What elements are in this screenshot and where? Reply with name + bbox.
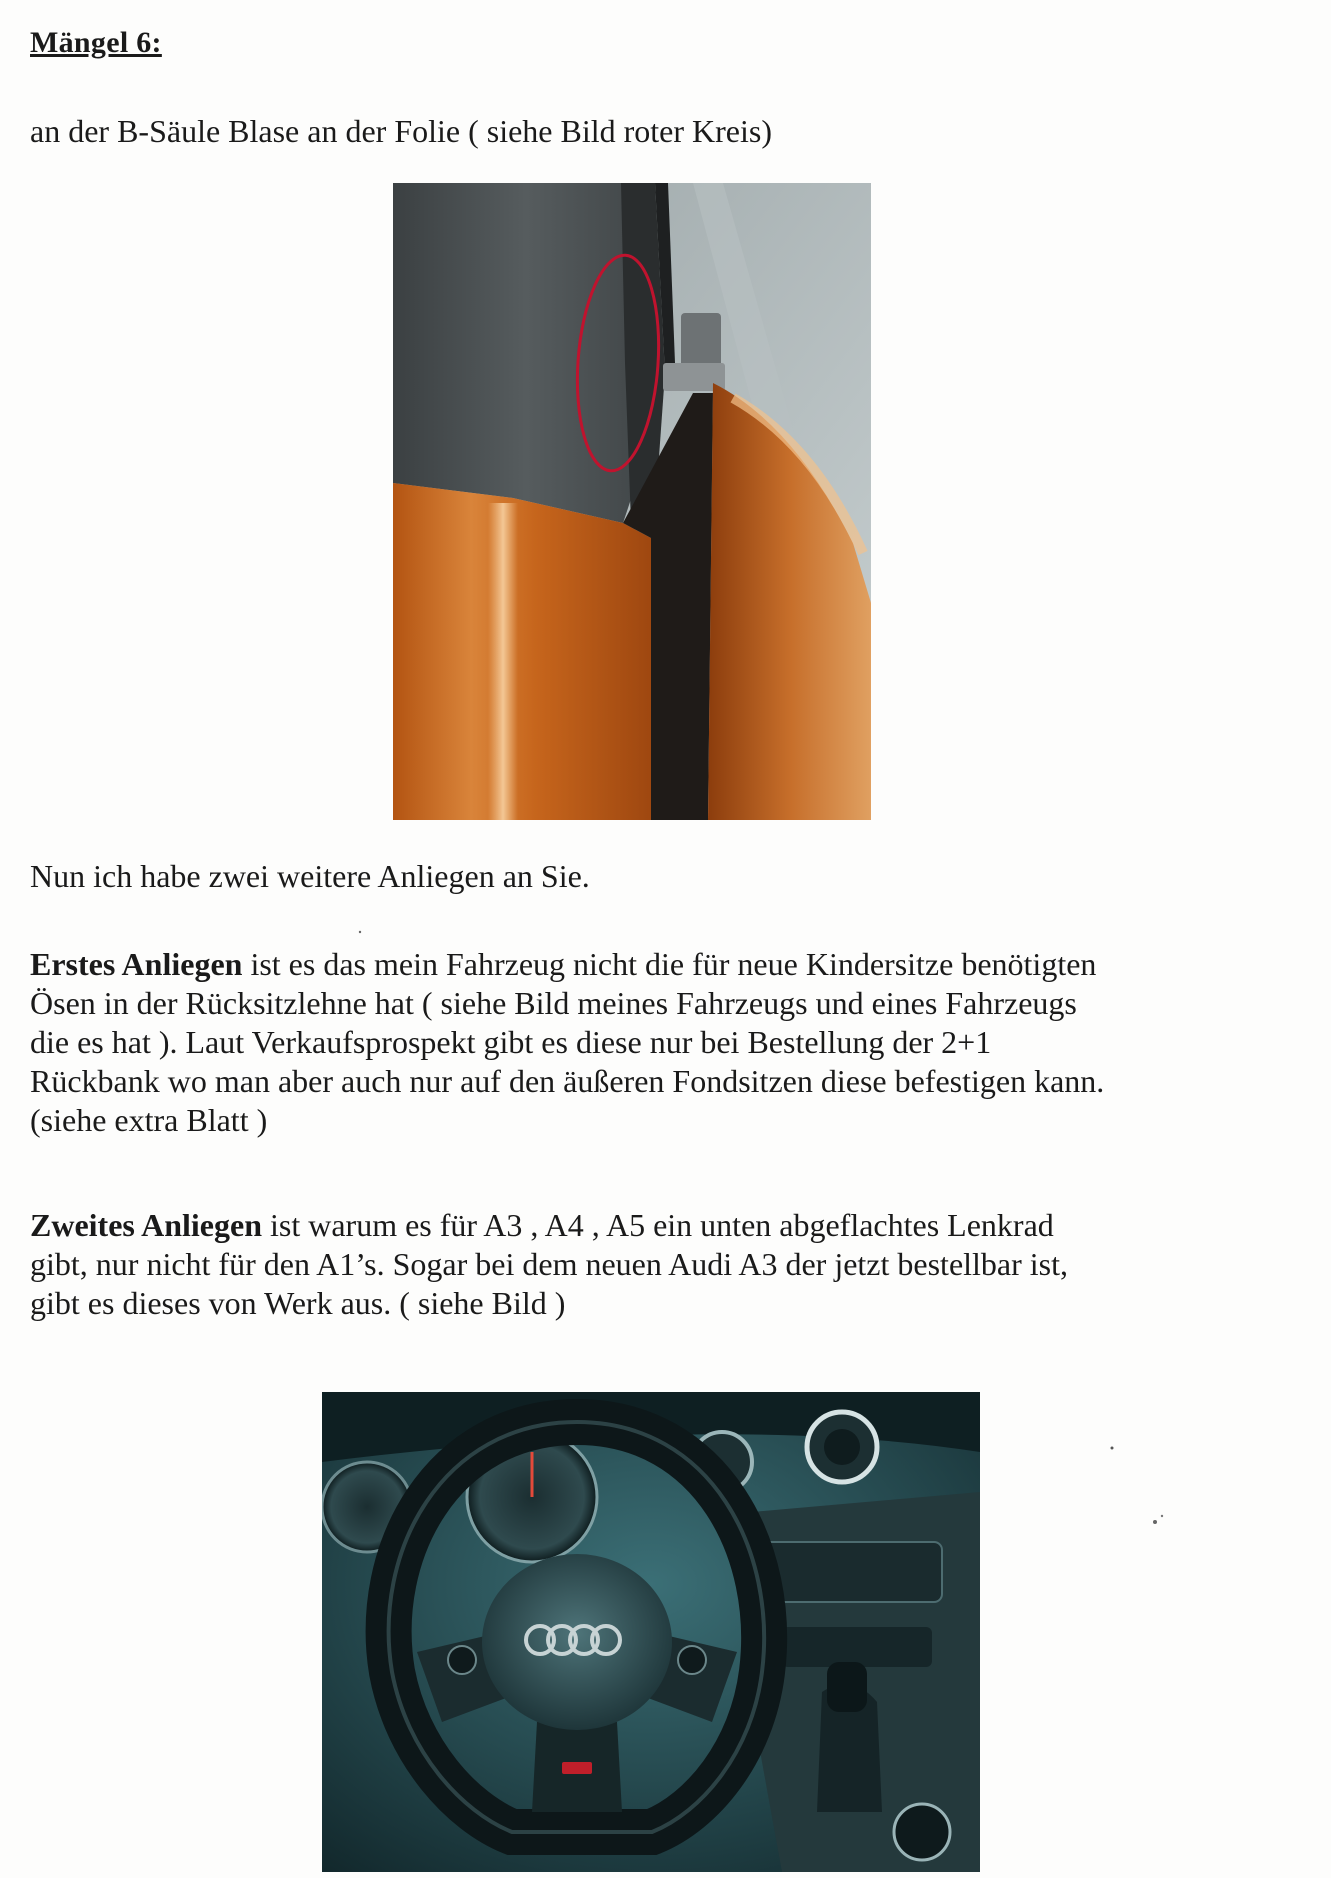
second-request-label: Zweites Anliegen [30,1207,262,1243]
second-request-paragraph [30,1206,1320,1323]
first-request-line-1: ist es das mein Fahrzeug nicht die für neue Kindersitze benötigten [242,946,1097,982]
first-request-label: Erstes Anliegen [30,946,243,982]
second-request-line-2: gibt, nur nicht für den A1’s. Sogar bei dem neuen Audi A3 der jetzt bestellbar ist, [30,1246,1069,1282]
steering-wheel-photo [322,1392,980,1872]
first-request-line-4: Rückbank wo man aber auch nur auf den äußeren Fondsitzen diese befestigen kann. [30,1063,1105,1099]
b-pillar-photo [393,183,871,820]
defect-description: an der B-Säule Blase an der Folie ( siehe Bild roter Kreis) [30,113,772,149]
first-request-line-3: die es hat ). Laut Verkaufsprospekt gibt es diese nur bei Bestellung der 2+1 [30,1024,992,1060]
page-heading: Mängel 6: [30,26,162,59]
first-request-paragraph [30,945,1320,1140]
second-request-line-1: ist warum es für A3 , A4 , A5 ein unten abgeflachtes Lenkrad [261,1207,1054,1243]
first-request-line-5: (siehe extra Blatt ) [30,1102,268,1138]
second-request-line-3: gibt es dieses von Werk aus. ( siehe Bild ) [30,1285,566,1321]
additional-requests-intro: Nun ich habe zwei weitere Anliegen an Sie. [30,858,590,894]
first-request-line-2: Ösen in der Rücksitzlehne hat ( siehe Bild meines Fahrzeugs und eines Fahrzeugs [30,985,1077,1021]
